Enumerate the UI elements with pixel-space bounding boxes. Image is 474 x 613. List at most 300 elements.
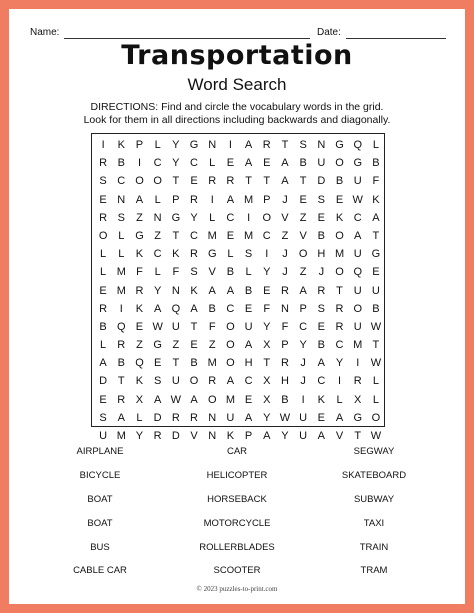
grid-cell[interactable]: J [300, 357, 306, 370]
grid-cell[interactable]: W [370, 320, 382, 333]
grid-cell[interactable]: V [190, 430, 198, 442]
grid-cell[interactable]: I [338, 375, 342, 388]
grid-cell[interactable]: F [208, 320, 216, 333]
grid-cell[interactable]: D [317, 175, 326, 188]
grid-cell[interactable]: J [282, 248, 288, 261]
grid-cell[interactable]: T [245, 175, 252, 188]
grid-cell[interactable]: M [225, 393, 235, 406]
grid-cell[interactable]: Z [299, 266, 307, 279]
grid-cell[interactable]: C [317, 375, 326, 388]
grid-cell[interactable]: G [153, 339, 162, 352]
grid-cell[interactable]: Y [172, 157, 180, 170]
grid-cell[interactable]: G [171, 211, 181, 224]
grid-cell[interactable]: Y [335, 357, 344, 370]
grid-cell[interactable]: O [298, 248, 308, 261]
grid-cell[interactable]: N [280, 302, 289, 315]
grid-cell[interactable]: L [209, 157, 216, 170]
grid-cell[interactable]: T [172, 175, 180, 188]
grid-cell[interactable]: C [353, 211, 362, 224]
grid-cell[interactable]: J [282, 193, 288, 206]
grid-cell[interactable]: A [317, 357, 326, 370]
grid-cell[interactable]: G [189, 139, 199, 151]
vocabulary-word: BUS [90, 541, 110, 553]
grid-cell[interactable]: L [100, 339, 107, 352]
grid-cell[interactable]: K [317, 393, 326, 406]
grid-cell[interactable]: I [210, 193, 214, 206]
grid-cell[interactable]: P [135, 139, 144, 151]
grid-cell[interactable]: L [245, 266, 252, 279]
grid-cell[interactable]: C [117, 175, 126, 188]
grid-cell[interactable]: S [153, 375, 162, 388]
grid-cell[interactable]: I [228, 139, 232, 151]
grid-cell[interactable]: V [335, 430, 344, 442]
date-label: Date: [317, 27, 341, 38]
grid-cell[interactable]: C [335, 339, 344, 352]
grid-cell[interactable]: M [116, 284, 126, 297]
grid-cell[interactable]: A [299, 284, 307, 297]
grid-cell[interactable]: Y [263, 320, 271, 333]
name-field-line[interactable] [64, 38, 310, 39]
grid-cell[interactable]: E [226, 229, 235, 242]
grid-cell[interactable]: N [171, 284, 180, 297]
grid-cell[interactable]: B [117, 357, 125, 370]
grid-cell[interactable]: F [263, 302, 271, 315]
grid-cell[interactable]: B [244, 284, 253, 297]
grid-cell[interactable]: K [135, 302, 144, 315]
grid-cell[interactable]: B [117, 157, 125, 170]
grid-cell[interactable]: H [280, 375, 289, 388]
grid-cell[interactable]: Q [117, 320, 126, 333]
grid-cell[interactable]: B [317, 229, 326, 242]
grid-cell[interactable]: S [99, 175, 107, 188]
grid-cell[interactable]: Q [135, 357, 144, 370]
grid-cell[interactable]: T [299, 175, 307, 188]
grid-cell[interactable]: R [335, 302, 344, 315]
grid-cell[interactable]: R [99, 211, 108, 224]
grid-cell[interactable]: G [371, 248, 381, 261]
grid-cell[interactable]: T [354, 430, 362, 442]
grid-cell[interactable]: F [372, 175, 380, 188]
grid-cell[interactable]: T [117, 375, 125, 388]
grid-cell[interactable]: C [299, 320, 308, 333]
grid-cell[interactable]: Y [263, 411, 271, 424]
grid-cell[interactable]: T [172, 229, 180, 242]
grid-cell[interactable]: T [372, 229, 380, 242]
grid-cell[interactable]: N [153, 211, 162, 224]
grid-cell[interactable]: R [190, 411, 198, 424]
grid-cell[interactable]: E [372, 266, 380, 279]
grid-cell[interactable]: M [244, 229, 254, 242]
grid-cell[interactable]: Z [208, 339, 216, 352]
grid-row [94, 227, 385, 245]
grid-cell[interactable]: R [353, 375, 362, 388]
grid-cell[interactable]: T [336, 284, 343, 297]
grid-cell[interactable]: J [300, 375, 306, 388]
grid-cell[interactable]: X [135, 393, 144, 406]
grid-cell[interactable]: E [190, 339, 198, 352]
grid-cell[interactable]: M [207, 357, 217, 370]
grid-cell[interactable]: O [335, 229, 344, 242]
grid-cell[interactable]: M [116, 266, 126, 279]
grid-cell[interactable]: G [353, 157, 362, 170]
grid-cell[interactable]: O [226, 339, 235, 352]
grid-cell[interactable]: E [244, 393, 253, 406]
grid-cell[interactable]: R [190, 248, 198, 261]
grid-cell[interactable]: U [171, 375, 180, 388]
grid-cell[interactable]: I [119, 302, 123, 315]
grid-cell[interactable]: L [209, 211, 216, 224]
grid-cell[interactable]: U [317, 157, 326, 170]
grid-cell[interactable]: T [190, 320, 198, 333]
grid-cell[interactable]: Z [154, 229, 162, 242]
grid-cell[interactable]: A [208, 284, 216, 297]
grid-cell[interactable]: A [226, 375, 235, 388]
grid-cell[interactable]: I [301, 393, 305, 406]
grid-cell[interactable]: E [190, 175, 198, 188]
grid-cell[interactable]: X [263, 339, 271, 352]
grid-cell[interactable]: R [262, 139, 271, 151]
grid-cell[interactable]: S [299, 139, 307, 151]
vocabulary-word: BICYCLE [79, 469, 121, 481]
grid-cell[interactable]: A [226, 284, 235, 297]
grid-cell[interactable]: J [282, 266, 288, 279]
vocabulary-word: SEGWAY [353, 446, 395, 457]
vocabulary-word: BOAT [87, 493, 113, 505]
grid-cell[interactable]: L [372, 139, 379, 151]
vocabulary-word: HELICOPTER [206, 469, 268, 481]
grid-cell[interactable]: A [226, 193, 235, 206]
grid-cell[interactable]: N [317, 139, 326, 151]
grid-cell[interactable]: B [281, 393, 289, 406]
grid-cell[interactable]: E [135, 320, 144, 333]
grid-cell[interactable]: A [153, 393, 162, 406]
grid-cell[interactable]: T [372, 339, 380, 352]
page-title: Transportation [121, 40, 353, 71]
grid-cell[interactable]: Y [153, 284, 162, 297]
grid-cell[interactable]: H [244, 357, 253, 370]
grid-cell[interactable]: N [208, 139, 217, 151]
grid-cell[interactable]: R [117, 393, 126, 406]
grid-cell[interactable]: E [244, 302, 253, 315]
grid-cell[interactable]: X [354, 393, 362, 406]
grid-cell[interactable]: K [226, 430, 235, 442]
grid-cell[interactable]: P [172, 193, 180, 206]
grid-cell[interactable]: B [299, 157, 307, 170]
grid-cell[interactable]: O [226, 320, 235, 333]
grid-cell[interactable]: R [153, 430, 162, 442]
grid-cell[interactable]: Q [353, 139, 362, 151]
grid-cell[interactable]: K [372, 193, 380, 206]
grid-cell[interactable]: R [171, 411, 180, 424]
grid-cell[interactable]: E [317, 320, 326, 333]
grid-cell[interactable]: V [208, 266, 216, 279]
grid-cell[interactable]: M [353, 339, 363, 352]
grid-cell[interactable]: A [244, 339, 253, 352]
grid-cell[interactable]: L [336, 393, 343, 406]
grid-cell[interactable]: T [263, 357, 271, 370]
grid-cell[interactable]: L [118, 248, 125, 261]
grid-cell[interactable]: Y [135, 430, 144, 442]
grid-cell[interactable]: L [136, 411, 143, 424]
grid-cell[interactable]: B [190, 357, 198, 370]
grid-cell[interactable]: A [335, 411, 344, 424]
grid-cell[interactable]: A [244, 139, 253, 151]
vocabulary-word: SUBWAY [353, 493, 395, 505]
grid-cell[interactable]: C [190, 229, 198, 242]
vocabulary-word: TAXI [363, 517, 385, 529]
grid-row [94, 191, 385, 209]
grid-cell[interactable]: K [135, 248, 144, 261]
grid-cell[interactable]: A [190, 393, 198, 406]
word-list [30, 440, 444, 580]
grid-cell[interactable]: T [281, 139, 289, 151]
grid-cell[interactable]: I [101, 139, 105, 151]
grid-cell[interactable]: M [116, 430, 126, 442]
grid-cell[interactable]: O [98, 229, 108, 242]
grid-cell[interactable]: K [135, 375, 144, 388]
grid-cell[interactable]: X [263, 375, 271, 388]
grid-cell[interactable]: S [99, 411, 107, 424]
grid-cell[interactable]: T [172, 357, 180, 370]
grid-cell[interactable]: V [299, 229, 307, 242]
grid-cell[interactable]: O [207, 393, 217, 406]
grid-cell[interactable]: Z [281, 229, 289, 242]
grid-cell[interactable]: A [244, 157, 253, 170]
grid-cell[interactable]: Z [172, 339, 180, 352]
grid-cell[interactable]: I [137, 157, 141, 170]
grid-cell[interactable]: Q [353, 266, 362, 279]
grid-cell[interactable]: N [208, 411, 217, 424]
vocabulary-word: TRAM [360, 565, 388, 577]
grid-row [94, 354, 385, 372]
vocabulary-word: AIRPLANE [76, 446, 124, 457]
grid-cell[interactable]: W [370, 357, 382, 370]
directions [0, 101, 474, 127]
grid-cell[interactable]: D [153, 411, 162, 424]
grid-cell[interactable]: K [117, 139, 125, 151]
grid-cell[interactable]: U [299, 411, 308, 424]
grid-cell[interactable]: W [352, 193, 363, 206]
grid-row [94, 300, 385, 318]
grid-cell[interactable]: D [171, 430, 180, 442]
grid-letters [94, 136, 385, 445]
grid-cell[interactable]: R [280, 357, 289, 370]
grid-cell[interactable]: L [100, 248, 107, 261]
grid-cell[interactable]: C [153, 157, 162, 170]
grid-cell[interactable]: T [263, 175, 271, 188]
grid-cell[interactable]: E [99, 284, 107, 297]
grid-cell[interactable]: A [354, 229, 362, 242]
grid-cell[interactable]: L [154, 193, 161, 206]
grid-row [94, 336, 385, 354]
grid-cell[interactable]: D [99, 375, 108, 388]
grid-cell[interactable]: K [190, 284, 198, 297]
grid-cell[interactable]: G [335, 139, 344, 151]
grid-cell[interactable]: Y [172, 139, 180, 151]
grid-cell[interactable]: O [189, 375, 199, 388]
grid-cell[interactable]: U [371, 284, 380, 297]
grid-cell[interactable]: Z [136, 211, 143, 224]
grid-cell[interactable]: R [135, 284, 144, 297]
date-field-line[interactable] [346, 38, 446, 39]
grid-cell[interactable]: E [299, 193, 307, 206]
grid-cell[interactable]: R [280, 284, 289, 297]
grid-cell[interactable]: O [153, 175, 162, 188]
grid-cell[interactable]: W [152, 320, 163, 333]
grid-cell[interactable]: R [226, 175, 235, 188]
grid-cell[interactable]: F [281, 320, 289, 333]
grid-cell[interactable]: O [335, 266, 344, 279]
grid-cell[interactable]: L [372, 393, 379, 406]
grid-cell[interactable]: L [154, 266, 161, 279]
word-column-1 [30, 440, 170, 583]
grid-cell[interactable]: E [99, 393, 107, 406]
grid-row [94, 282, 385, 300]
grid-cell[interactable]: Y [190, 211, 198, 224]
grid-cell[interactable]: P [244, 430, 253, 442]
grid-cell[interactable]: K [172, 248, 180, 261]
grid-cell[interactable]: A [372, 211, 380, 224]
grid-cell[interactable]: C [190, 157, 198, 170]
grid-cell[interactable]: B [317, 339, 326, 352]
grid-cell[interactable]: E [226, 157, 235, 170]
grid-cell[interactable]: R [335, 320, 344, 333]
grid-cell[interactable]: P [263, 193, 271, 206]
grid-cell[interactable]: U [99, 430, 108, 442]
grid-cell[interactable]: A [153, 302, 162, 315]
grid-cell[interactable]: O [335, 157, 344, 170]
grid-cell[interactable]: W [170, 393, 182, 406]
grid-row [94, 209, 385, 227]
grid-cell[interactable]: C [153, 248, 162, 261]
grid-cell[interactable]: A [281, 175, 289, 188]
grid-cell[interactable]: U [353, 284, 362, 297]
copyright-footer: © 2023 puzzles-to-print.com [196, 585, 278, 593]
grid-cell[interactable]: R [208, 375, 217, 388]
grid-cell[interactable]: W [370, 430, 382, 442]
grid-cell[interactable]: E [263, 157, 271, 170]
grid-cell[interactable]: R [99, 302, 108, 315]
grid-cell[interactable]: B [372, 302, 380, 315]
grid-cell[interactable]: C [226, 302, 235, 315]
grid-cell[interactable]: E [99, 193, 107, 206]
grid-cell[interactable]: N [208, 430, 217, 442]
grid-cell[interactable]: C [226, 211, 235, 224]
grid-cell[interactable]: Y [299, 339, 307, 352]
grid-cell[interactable]: J [318, 266, 325, 279]
grid-cell[interactable]: U [171, 320, 180, 333]
grid-cell[interactable]: G [207, 248, 217, 261]
grid-cell[interactable]: R [208, 175, 217, 188]
grid-cell[interactable]: E [317, 411, 326, 424]
grid-cell[interactable]: N [117, 193, 126, 206]
grid-cell[interactable]: S [317, 193, 326, 206]
grid-cell[interactable]: S [117, 211, 125, 224]
grid-cell[interactable]: R [190, 193, 198, 206]
grid-cell[interactable]: B [226, 266, 235, 279]
grid-cell[interactable]: B [208, 302, 216, 315]
grid-cell[interactable]: L [100, 266, 107, 279]
grid-cell[interactable]: G [135, 229, 144, 242]
grid-cell[interactable]: O [262, 211, 272, 224]
grid-cell[interactable]: X [263, 393, 271, 406]
grid-cell[interactable]: V [281, 211, 289, 224]
grid-cell[interactable]: A [317, 430, 326, 442]
grid-cell[interactable]: F [172, 266, 180, 279]
grid-cell[interactable]: Y [263, 266, 271, 279]
grid-cell[interactable]: A [190, 302, 198, 315]
grid-cell[interactable]: P [281, 339, 289, 352]
grid-cell[interactable]: U [353, 248, 362, 261]
grid-cell[interactable]: B [372, 157, 380, 170]
grid-cell[interactable]: Z [299, 211, 307, 224]
grid-cell[interactable]: U [353, 175, 362, 188]
grid-cell[interactable]: Q [171, 302, 181, 315]
grid-row [94, 136, 385, 154]
grid-cell[interactable]: H [317, 248, 326, 261]
grid-cell[interactable]: M [207, 229, 217, 242]
grid-cell[interactable]: U [244, 320, 253, 333]
grid-cell[interactable]: U [226, 411, 235, 424]
grid-cell[interactable]: B [99, 320, 107, 333]
grid-cell[interactable]: E [153, 357, 162, 370]
grid-cell[interactable]: I [247, 211, 251, 224]
grid-cell[interactable]: R [317, 284, 326, 297]
grid-cell[interactable]: M [334, 248, 345, 261]
grid-cell[interactable]: A [135, 193, 144, 206]
grid-cell[interactable]: U [299, 430, 308, 442]
grid-cell[interactable]: A [117, 411, 125, 424]
grid-cell[interactable]: O [353, 302, 362, 315]
grid-cell[interactable]: R [99, 157, 108, 170]
grid-cell[interactable]: S [317, 302, 326, 315]
grid-cell[interactable]: C [262, 229, 271, 242]
grid-cell[interactable]: Z [136, 339, 143, 352]
grid-cell[interactable]: L [118, 229, 125, 242]
grid-cell[interactable]: E [317, 211, 326, 224]
grid-cell[interactable]: A [263, 430, 271, 442]
grid-cell[interactable]: L [372, 375, 379, 388]
grid-cell[interactable]: R [117, 339, 126, 352]
grid-cell[interactable]: B [335, 175, 344, 188]
grid-cell[interactable]: E [335, 193, 344, 206]
grid-cell[interactable]: K [335, 211, 344, 224]
grid-cell[interactable]: L [227, 248, 234, 261]
grid-cell[interactable]: Y [281, 430, 289, 442]
grid-cell[interactable]: A [281, 157, 289, 170]
grid-cell[interactable]: C [244, 375, 253, 388]
grid-cell[interactable]: S [244, 248, 253, 261]
grid-cell[interactable]: W [279, 411, 291, 424]
grid-cell[interactable]: I [356, 357, 360, 370]
grid-cell[interactable]: E [263, 284, 271, 297]
grid-row [94, 172, 385, 190]
grid-cell[interactable]: O [371, 411, 381, 424]
grid-cell[interactable]: I [265, 248, 269, 261]
grid-cell[interactable]: G [353, 411, 362, 424]
grid-row [94, 372, 385, 390]
grid-cell[interactable]: A [244, 411, 253, 424]
grid-cell[interactable]: A [99, 357, 107, 370]
grid-cell[interactable]: S [190, 266, 198, 279]
grid-cell[interactable]: O [226, 357, 235, 370]
grid-cell[interactable]: O [135, 175, 144, 188]
grid-cell[interactable]: M [244, 193, 254, 206]
grid-cell[interactable]: L [154, 139, 161, 151]
grid-cell[interactable]: U [353, 320, 362, 333]
grid-cell[interactable]: F [136, 266, 143, 279]
grid-cell[interactable]: P [299, 302, 307, 315]
